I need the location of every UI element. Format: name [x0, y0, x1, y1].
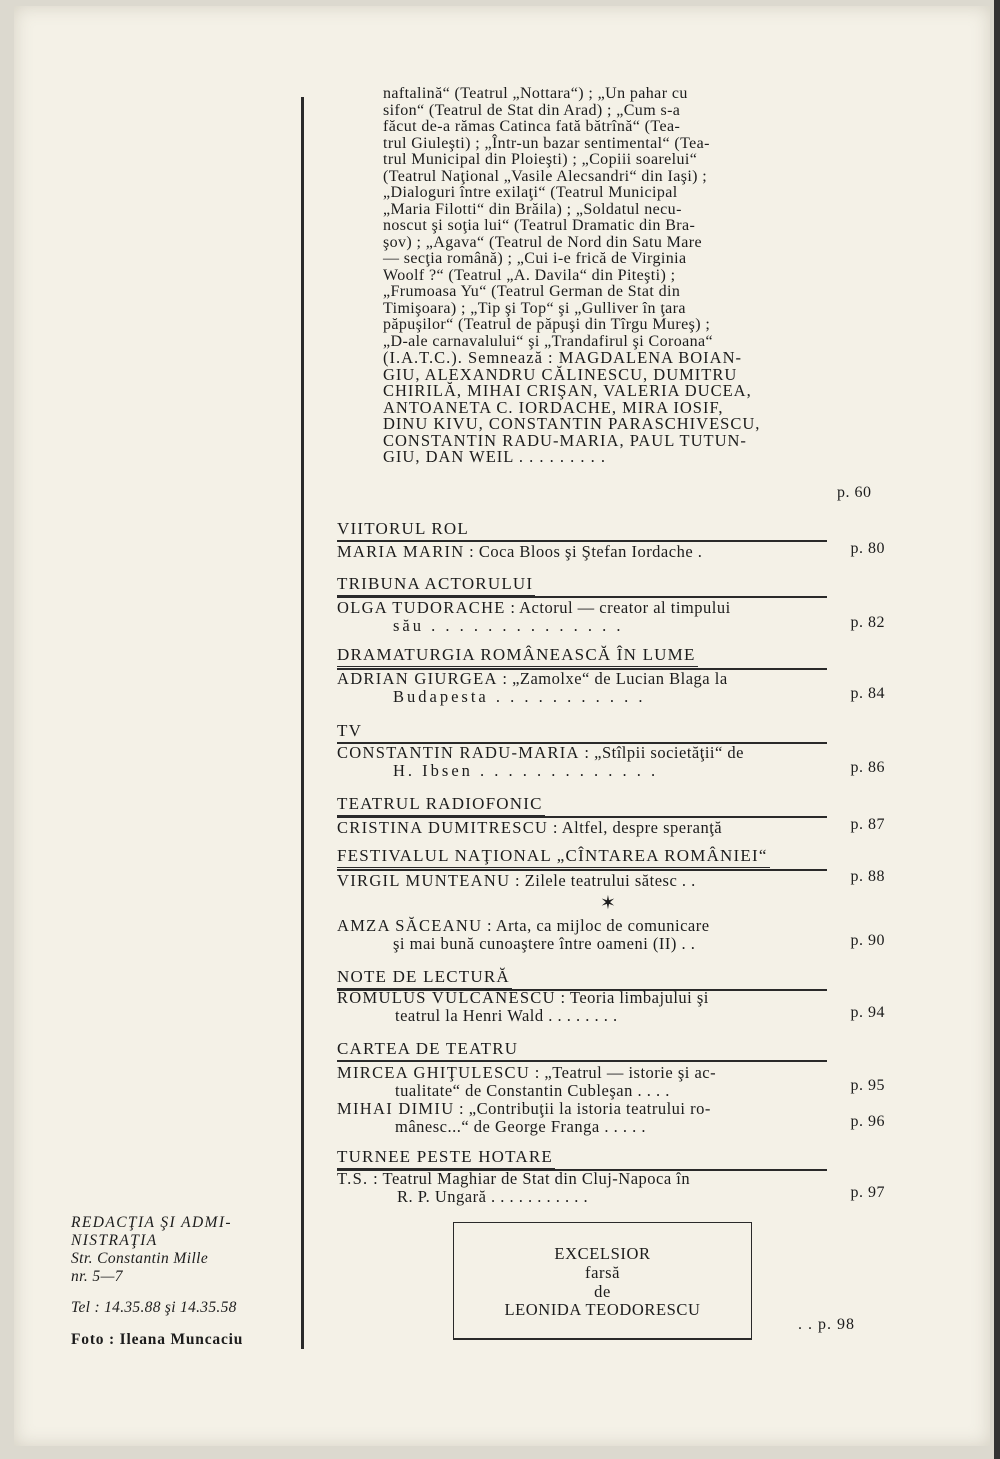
toc-entry: OLGA TUDORACHE : Actorul — creator al timpului său . . . . . . . . . . . . . .: [337, 599, 837, 635]
entry-author: CONSTANTIN RADU-MARIA: [337, 743, 580, 762]
intro-line: GIU, DAN WEIL . . . . . . . . .: [383, 447, 607, 466]
section-title-viitorul-rol: VIITORUL ROL: [337, 519, 471, 541]
entry-continuation: tualitate“ de Constantin Cubleşan . . . .: [395, 1081, 670, 1100]
entry-author: ADRIAN GIURGEA: [337, 669, 498, 688]
intro-page-number: p. 60: [837, 484, 872, 501]
toc-entry: MARIA MARIN : Coca Bloos şi Ştefan Iordache .: [337, 542, 703, 561]
intro-line: Woolf ?“ (Teatrul „A. Davila“ din Piteşti) ;: [383, 266, 676, 284]
toc-entry: MIRCEA GHIŢULESCU : „Teatrul — istorie şi ac- tualitate“ de Constantin Cubleşan . . . .: [337, 1064, 837, 1100]
entry-title: „Zamolxe“ de Lucian Blaga la: [512, 669, 728, 688]
editorial-street: Str. Constantin Mille: [71, 1250, 209, 1267]
entry-author: ROMULUS VULCĂNESCU: [337, 988, 556, 1007]
section-title-cartea-de-teatru: CARTEA DE TEATRU: [337, 1039, 520, 1061]
entry-title: „Stîlpii societăţii“ de: [594, 743, 745, 762]
featured-play-box: [453, 1222, 752, 1340]
entry-continuation: R. P. Ungară . . . . . . . . . . .: [397, 1187, 589, 1206]
intro-line: sifon“ (Teatrul de Stat din Arad) ; „Cum s-a: [383, 101, 681, 119]
intro-line: „Frumoasa Yu“ (Teatrul German de Stat din: [383, 283, 681, 300]
entry-author: MARIA MARIN: [337, 542, 465, 561]
star-ornament: ✶: [600, 893, 616, 914]
intro-line: trul Municipal din Ploieşti) ; „Copiii soarelui“: [383, 151, 698, 168]
intro-line: noscut şi soţia lui“ (Teatrul Dramatic din Bra-: [383, 217, 696, 234]
entry-title: „Contribuţii la istoria teatrului ro-: [468, 1099, 711, 1118]
entry-title: Actorul — creator al timpului: [519, 598, 731, 617]
entry-page-number: p. 86: [850, 759, 885, 776]
entry-page-number: p. 97: [850, 1184, 885, 1201]
intro-line: trul Giuleşti) ; „Într-un bazar sentimental“ (Tea-: [383, 134, 710, 152]
play-by: de: [594, 1282, 611, 1301]
intro-line: naftalină“ (Teatrul „Nottara“) ; „Un pahar cu: [383, 85, 688, 102]
section-title-note-de-lectura: NOTE DE LECTURĂ: [337, 967, 512, 989]
section-title-tribuna-actorului: TRIBUNA ACTORULUI: [337, 574, 535, 596]
editorial-number: nr. 5—7: [71, 1268, 123, 1285]
toc-entry: AMZA SĂCEANU : Arta, ca mijloc de comunicare şi mai bună cunoaştere între oameni (II) . .: [337, 917, 837, 953]
intro-line: CHIRILĂ, MIHAI CRIŞAN, VALERIA DUCEA,: [383, 381, 752, 400]
entry-author: OLGA TUDORACHE: [337, 598, 506, 617]
section-title-teatrul-radiofonic: TEATRUL RADIOFONIC: [337, 794, 545, 816]
intro-line: păpuşilor“ (Teatrul de păpuşi din Tîrgu Mureş) ;: [383, 316, 711, 333]
entry-continuation: şi mai bună cunoaştere între oameni (II) . .: [393, 934, 696, 953]
intro-line: Timişoara) ; „Tip şi Top“ şi „Gulliver în ţara: [383, 299, 686, 317]
toc-entry: VIRGIL MUNTEANU : Zilele teatrului sătesc . .: [337, 871, 696, 890]
intro-line: GIU, ALEXANDRU CĂLINESCU, DUMITRU: [383, 364, 738, 384]
editorial-heading: REDACŢIA ŞI ADMI-: [71, 1214, 232, 1231]
entry-title: Arta, ca mijloc de comunicare: [495, 916, 710, 935]
editorial-phone: Tel : 14.35.88 şi 14.35.58: [71, 1299, 237, 1316]
intro-paragraph: [383, 86, 820, 466]
entry-author: VIRGIL MUNTEANU: [337, 871, 511, 890]
intro-line: (Teatrul Naţional „Vasile Alecsandri“ din Iaşi) ;: [383, 167, 708, 185]
entry-page-number: p. 94: [850, 1004, 885, 1021]
intro-line: făcut de-a rămas Catinca fată bătrînă“ (Tea-: [383, 118, 681, 135]
entry-title: „Teatrul — istorie şi ac-: [544, 1063, 717, 1082]
photo-credit: Foto : Ileana Muncaciu: [71, 1331, 244, 1348]
intro-line: (I.A.T.C.). Semnează : MAGDALENA BOIAN-: [383, 348, 743, 367]
entry-author: MIHAI DIMIU: [337, 1099, 455, 1118]
intro-line: CONSTANTIN RADU-MARIA, PAUL TUTUN-: [383, 430, 747, 450]
entry-title: Altfel, despre speranţă: [561, 818, 723, 837]
intro-line: „D-ale carnavalului“ şi „Trandafirul şi Coroana“: [383, 332, 714, 350]
intro-line: „Dialoguri între exilaţi“ (Teatrul Municipal: [383, 184, 678, 201]
entry-page-number: p. 80: [850, 540, 885, 557]
entry-page-number: p. 84: [850, 685, 885, 702]
entry-continuation: Budapesta . . . . . . . . . . .: [393, 687, 646, 706]
column-divider: [301, 97, 304, 1349]
entry-page-number: p. 96: [850, 1113, 885, 1130]
play-author: LEONIDA TEODORESCU: [504, 1300, 701, 1319]
entry-title: Zilele teatrului sătesc . .: [524, 871, 696, 890]
section-title-dramaturgia: DRAMATURGIA ROMÂNEASCĂ ÎN LUME: [337, 645, 698, 667]
toc-entry: ROMULUS VULCĂNESCU : Teoria limbajului şi teatrul la Henri Wald . . . . . . . .: [337, 989, 837, 1025]
entry-continuation: teatrul la Henri Wald . . . . . . . .: [395, 1006, 618, 1025]
toc-entry: T.S. : Teatrul Maghiar de Stat din Cluj-Napoca în R. P. Ungară . . . . . . . . . . .: [337, 1170, 837, 1206]
entry-page-number: p. 95: [850, 1077, 885, 1094]
entry-page-number: p. 90: [850, 932, 885, 949]
editorial-info: [71, 1214, 287, 1349]
entry-title: Teoria limbajului şi: [569, 988, 709, 1007]
entry-author: CRISTINA DUMITRESCU: [337, 818, 549, 837]
intro-line: şov) ; „Agava“ (Teatrul de Nord din Satu Mare: [383, 233, 702, 251]
intro-line: „Maria Filotti“ din Brăila) ; „Soldatul necu-: [383, 200, 682, 218]
section-title-festivalul: FESTIVALUL NAŢIONAL „CÎNTAREA ROMÂNIEI“: [337, 846, 770, 868]
play-genre: farsă: [584, 1263, 621, 1282]
intro-line: — secţia română) ; „Cui i-e frică de Virginia: [383, 250, 687, 267]
section-rule: [337, 1060, 827, 1062]
toc-entry: ADRIAN GIURGEA : „Zamolxe“ de Lucian Blaga la Budapesta . . . . . . . . . . .: [337, 670, 837, 706]
intro-line: ANTOANETA C. IORDACHE, MIRA IOSIF,: [383, 397, 724, 417]
entry-author: T.S.: [337, 1169, 369, 1188]
entry-continuation: său . . . . . . . . . . . . . .: [393, 616, 624, 635]
entry-page-number: p. 88: [850, 868, 885, 885]
entry-title: Teatrul Maghiar de Stat din Cluj-Napoca în: [382, 1169, 691, 1188]
play-title: EXCELSIOR: [554, 1244, 651, 1263]
intro-line: DINU KIVU, CONSTANTIN PARASCHIVESCU,: [383, 414, 761, 433]
entry-page-number: p. 82: [850, 614, 885, 631]
entry-author: MIRCEA GHIŢULESCU: [337, 1063, 531, 1082]
page-edge: [994, 0, 1000, 1459]
entry-author: AMZA SĂCEANU: [337, 916, 483, 935]
editorial-heading-cont: NISTRAŢIA: [71, 1232, 158, 1249]
toc-entry: CRISTINA DUMITRESCU : Altfel, despre speranţă: [337, 818, 723, 837]
entry-page-number: p. 87: [850, 816, 885, 833]
entry-title: Coca Bloos şi Ştefan Iordache: [478, 542, 694, 561]
play-page-number: . . p. 98: [798, 1316, 855, 1333]
entry-continuation: mânesc...“ de George Franga . . . . .: [395, 1117, 646, 1136]
entry-continuation: H. Ibsen . . . . . . . . . . . . .: [393, 761, 659, 780]
section-title-turnee-peste-hotare: TURNEE PESTE HOTARE: [337, 1147, 555, 1169]
toc-entry: CONSTANTIN RADU-MARIA : „Stîlpii societăţii“ de H. Ibsen . . . . . . . . . . . . .: [337, 744, 837, 780]
section-title-tv: TV: [337, 721, 364, 743]
toc-entry: MIHAI DIMIU : „Contribuţii la istoria teatrului ro- mânesc...“ de George Franga . . . . .: [337, 1100, 837, 1136]
